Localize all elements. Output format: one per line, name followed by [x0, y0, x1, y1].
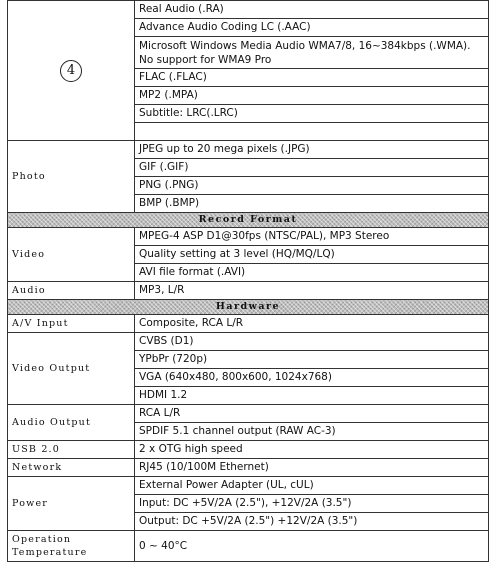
audio-format-item: Advance Audio Coding LC (.AAC): [135, 19, 489, 37]
category-photo: Photo: [8, 141, 135, 213]
section-heading-record-format: Record Format: [8, 213, 489, 228]
power-item: Input: DC +5V/2A (2.5"), +12V/2A (3.5"): [135, 495, 489, 513]
table-row: [8, 228, 489, 246]
table-row: [8, 282, 489, 300]
audio-format-item: Real Audio (.RA): [135, 1, 489, 19]
table-row: [8, 441, 489, 459]
video-output-item: HDMI 1.2: [135, 387, 489, 405]
category-video: Video: [8, 228, 135, 282]
audio-format-item: FLAC (.FLAC): [135, 69, 489, 87]
circled-number-marker: 4: [60, 60, 82, 82]
category-power: Power: [8, 477, 135, 531]
power-item: Output: DC +5V/2A (2.5") +12V/2A (3.5"): [135, 513, 489, 531]
photo-format-item: PNG (.PNG): [135, 177, 489, 195]
table-row: [8, 141, 489, 159]
photo-format-item: GIF (.GIF): [135, 159, 489, 177]
audio-output-item: RCA L/R: [135, 405, 489, 423]
video-output-item: CVBS (D1): [135, 333, 489, 351]
audio-format-blank: [135, 123, 489, 141]
photo-format-item: BMP (.BMP): [135, 195, 489, 213]
table-row: [8, 531, 489, 562]
section-header-row: [8, 213, 489, 228]
table-row: [8, 405, 489, 423]
category-operation-temperature: Operation Temperature: [8, 531, 135, 562]
operation-temperature-value: 0 ~ 40°C: [135, 531, 489, 562]
audio-format-item: Microsoft Windows Media Audio WMA7/8, 16~384kbps (.WMA). No support for WMA9 Pro: [135, 37, 489, 69]
table-row: [8, 459, 489, 477]
table-row: [8, 315, 489, 333]
audio-format-item: Subtitle: LRC(.LRC): [135, 105, 489, 123]
table-row: [8, 1, 489, 19]
table-row: [8, 477, 489, 495]
audio-format-item: MP2 (.MPA): [135, 87, 489, 105]
section-header-row: [8, 300, 489, 315]
photo-format-item: JPEG up to 20 mega pixels (.JPG): [135, 141, 489, 159]
audio-output-item: SPDIF 5.1 channel output (RAW AC-3): [135, 423, 489, 441]
record-video-item: Quality setting at 3 level (HQ/MQ/LQ): [135, 246, 489, 264]
video-output-item: VGA (640x480, 800x600, 1024x768): [135, 369, 489, 387]
category-audio: Audio: [8, 282, 135, 300]
network-value: RJ45 (10/100M Ethernet): [135, 459, 489, 477]
section-heading-hardware: Hardware: [8, 300, 489, 315]
category-audio-output: Audio Output: [8, 405, 135, 441]
category-video-output: Video Output: [8, 333, 135, 405]
section-marker-cell: [8, 1, 135, 141]
category-network: Network: [8, 459, 135, 477]
av-input-value: Composite, RCA L/R: [135, 315, 489, 333]
record-video-item: AVI file format (.AVI): [135, 264, 489, 282]
power-item: External Power Adapter (UL, cUL): [135, 477, 489, 495]
spec-table: [7, 0, 489, 562]
category-usb: USB 2.0: [8, 441, 135, 459]
record-audio-value: MP3, L/R: [135, 282, 489, 300]
usb-value: 2 x OTG high speed: [135, 441, 489, 459]
table-row: [8, 333, 489, 351]
category-av-input: A/V Input: [8, 315, 135, 333]
record-video-item: MPEG-4 ASP D1@30fps (NTSC/PAL), MP3 Stereo: [135, 228, 489, 246]
video-output-item: YPbPr (720p): [135, 351, 489, 369]
